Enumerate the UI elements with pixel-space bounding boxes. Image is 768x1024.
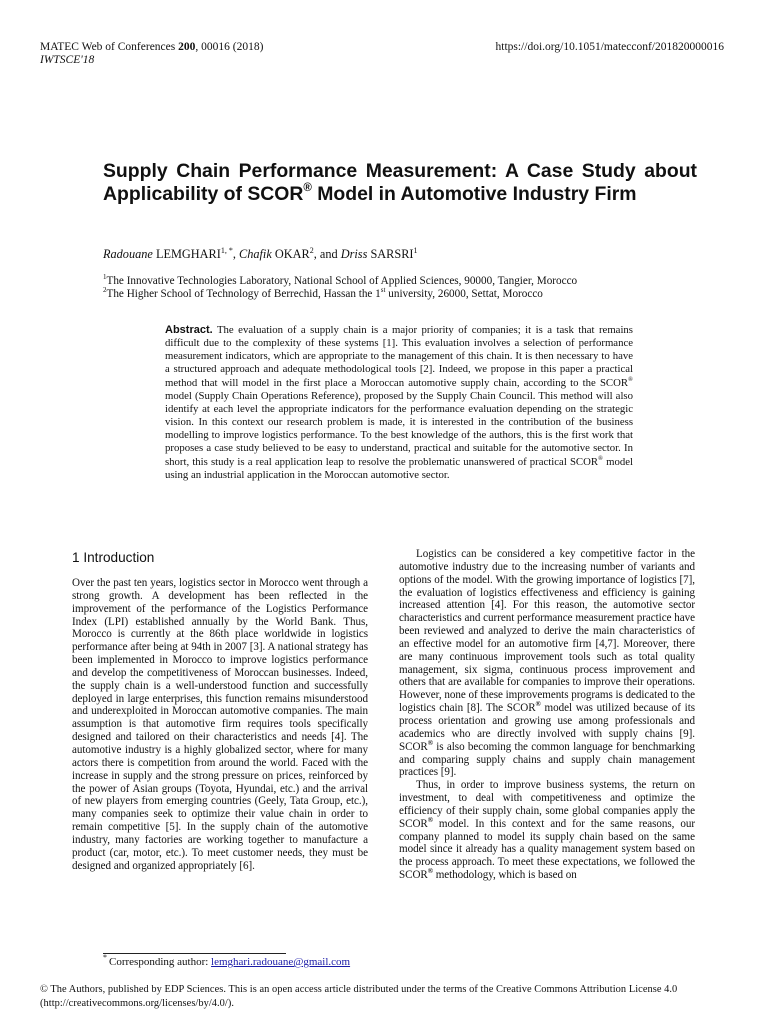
author-2-family: OKAR — [271, 247, 310, 261]
author-separator: , — [232, 247, 240, 261]
affiliation-1 — [103, 275, 577, 287]
title-part-2: Model in Automotive Industry Firm — [311, 183, 637, 205]
author-1-given: Radouane — [103, 247, 153, 261]
author-3-family: SARSRI — [367, 247, 414, 261]
registered-mark: ® — [303, 182, 312, 194]
body-text: is also becoming the common language for benchmarking and comparing supply chains and supply chain management practices [9]. — [399, 740, 695, 779]
affiliation-number: 1 — [103, 273, 107, 281]
registered-mark: ® — [427, 867, 433, 876]
author-2-given: Chafik — [239, 247, 272, 261]
registered-mark: ® — [535, 700, 541, 709]
footnote-label: Corresponding author: — [109, 956, 212, 968]
footnote-divider — [103, 953, 286, 954]
author-email-link[interactable]: lemghari.radouane@gmail.com — [211, 956, 351, 968]
abstract-text: model using an industrial application in the Moroccan automotive sector. — [165, 455, 633, 481]
registered-mark: ® — [598, 454, 603, 462]
journal-citation — [40, 41, 263, 54]
corresponding-author-footnote — [103, 953, 351, 968]
author-1-family: LEMGHARI — [152, 247, 221, 261]
registered-mark: ® — [427, 738, 433, 747]
author-1-affil-mark: 1, * — [220, 246, 233, 255]
doi-link[interactable]: https://doi.org/10.1051/matecconf/201820000016 — [495, 41, 724, 53]
registered-mark: ® — [628, 375, 633, 383]
journal-name: MATEC Web of Conferences — [40, 41, 179, 53]
body-paragraph: Over the past ten years, logistics sector in Morocco went through a strong growth. A development has been reflected in the improvement of the performance of the Logistics Performance Index (LPI) established annually by the World Bank. Thus, Morocco is currently at the 86th place worldwide in logistics performance after being at 94th in 2007 [3]. A national strategy has been implemented in Morocco to improve logistics performance and develop the competitiveness of Moroccan businesses. Indeed, the supply chain is a well-understood function and successfully deployed in large enterprises, this function remains misunderstood and underexploited in Moroccan automotive companies. The main assumption is that automotive firm requires tools specifically designed and tailored on their characteristics and needs [4]. The automotive industry is a highly globalized sector, where for many actors there is competition from around the world. Faced with the increase in supply and the strong pressure on prices, reinforced by the power of Asian groups (Toyota, Hyundai, etc.) and the arrival of new players from emerging countries (Geely, Tata Group, etc.), many companies seek to optimize their value chain in order to remain competitive [5]. In the supply chain of the automotive industry, many factories are working together to manufacture a product (car, motor, etc.). To meet customer needs, they must be designed and organized appropriately [6]. — [72, 577, 368, 872]
author-3-given: Driss — [340, 247, 368, 261]
body-paragraph — [399, 548, 695, 779]
author-list — [103, 247, 418, 262]
abstract-text: The evaluation of a supply chain is a major priority of companies; it is a task that remains difficult due to the complexity of these systems [1]. This evaluation involves a selection of performance measurement indicators, which are appropriate to the management of this chain. It is then necessary to have a structured approach and adequate methodological tools [2]. Indeed, we propose in this paper a practical method that will model in the first place a Moroccan automotive supply chain, according to the SCOR — [165, 324, 633, 389]
body-text: Logistics can be considered a key competitive factor in the automotive industry due to the increasing number of variants and options of the model. With the growing importance of logistics [7], the evaluation of logistics effectiveness and efficiency is gaining increased attention [4]. For this reason, the automotive sector characteristics and current performance measurement practice have been reviewed and analyzed to derive the main characteristics of an effective model for an automotive firm [4,7]. Moreover, there are many continuous improvement tools such as total quality management, six sigma, continuous process improvement and others that are available for companies to improve their operations. However, none of these improvements programs is dedicated to the logistics chain [8]. The SCOR — [399, 548, 695, 715]
body-text: Thus, in order to improve business systems, the return on investment, to deal with competitiveness and optimize the efficiency of their supply chain, some global companies apply the SCOR — [399, 779, 695, 830]
author-3-affil-mark: 1 — [413, 246, 418, 255]
footnote-marker: * — [103, 953, 107, 962]
left-column — [72, 577, 368, 872]
registered-mark: ® — [427, 815, 433, 824]
affiliation-number: 2 — [103, 286, 107, 294]
title-part-1: Supply Chain Performance Measurement: A Case Study about Applicability of SCOR — [103, 160, 697, 205]
body-text: methodology, which is based on — [432, 869, 577, 882]
author-separator: , and — [313, 247, 341, 261]
affiliation-text: The Higher School of Technology of Berrechid, Hassan the 1 — [106, 288, 381, 300]
affiliation-text: The Innovative Technologies Laboratory, National School of Applied Sciences, 90000, Tangier, Morocco — [106, 275, 578, 287]
right-column — [399, 548, 695, 882]
body-text: model. In this context and for the same reasons, our company planned to model its supply chain based on the same model since it already has a quality management system based on the process approach. To meet these expectations, we followed the SCOR — [399, 817, 695, 882]
section-heading: 1 Introduction — [72, 550, 155, 565]
abstract — [165, 324, 633, 482]
ordinal-suffix: st — [380, 286, 386, 294]
journal-pages-year: , 00016 (2018) — [195, 41, 264, 53]
journal-volume: 200 — [178, 41, 196, 53]
body-text: model was utilized because of its process orientation and growing use among professionals and academics who are directly involved with supply chains [9]. SCOR — [399, 702, 695, 753]
abstract-label: Abstract. — [165, 324, 213, 336]
affiliation-2 — [103, 288, 543, 300]
license-notice: © The Authors, published by EDP Sciences. This is an open access article distributed under the terms of the Creative Commons Attribution License 4.0 (http://creativecommons.org/licenses/by/4.0/). — [40, 984, 678, 1009]
paper-title — [103, 160, 697, 206]
author-2-affil-mark: 2 — [309, 246, 314, 255]
conference-venue: IWTSCE'18 — [40, 54, 95, 66]
body-paragraph — [399, 779, 695, 882]
abstract-text: model (Supply Chain Operations Reference), proposed by the Supply Chain Council. This method will also identify at each level the appropriate indicators for the performance evaluation depending on the strategic vision. In this context our research problem is made, it is interested in the contribution of the business modelling to improve logistics performance. To the best knowledge of the authors, this is the first work that proposes a case study believed to be easy to understand, practical and suitable for the automotive sector. In short, this study is a real application leap to resolve the problematic unanswered of practical SCOR — [165, 389, 633, 468]
affiliation-text: university, 26000, Settat, Morocco — [385, 288, 543, 300]
